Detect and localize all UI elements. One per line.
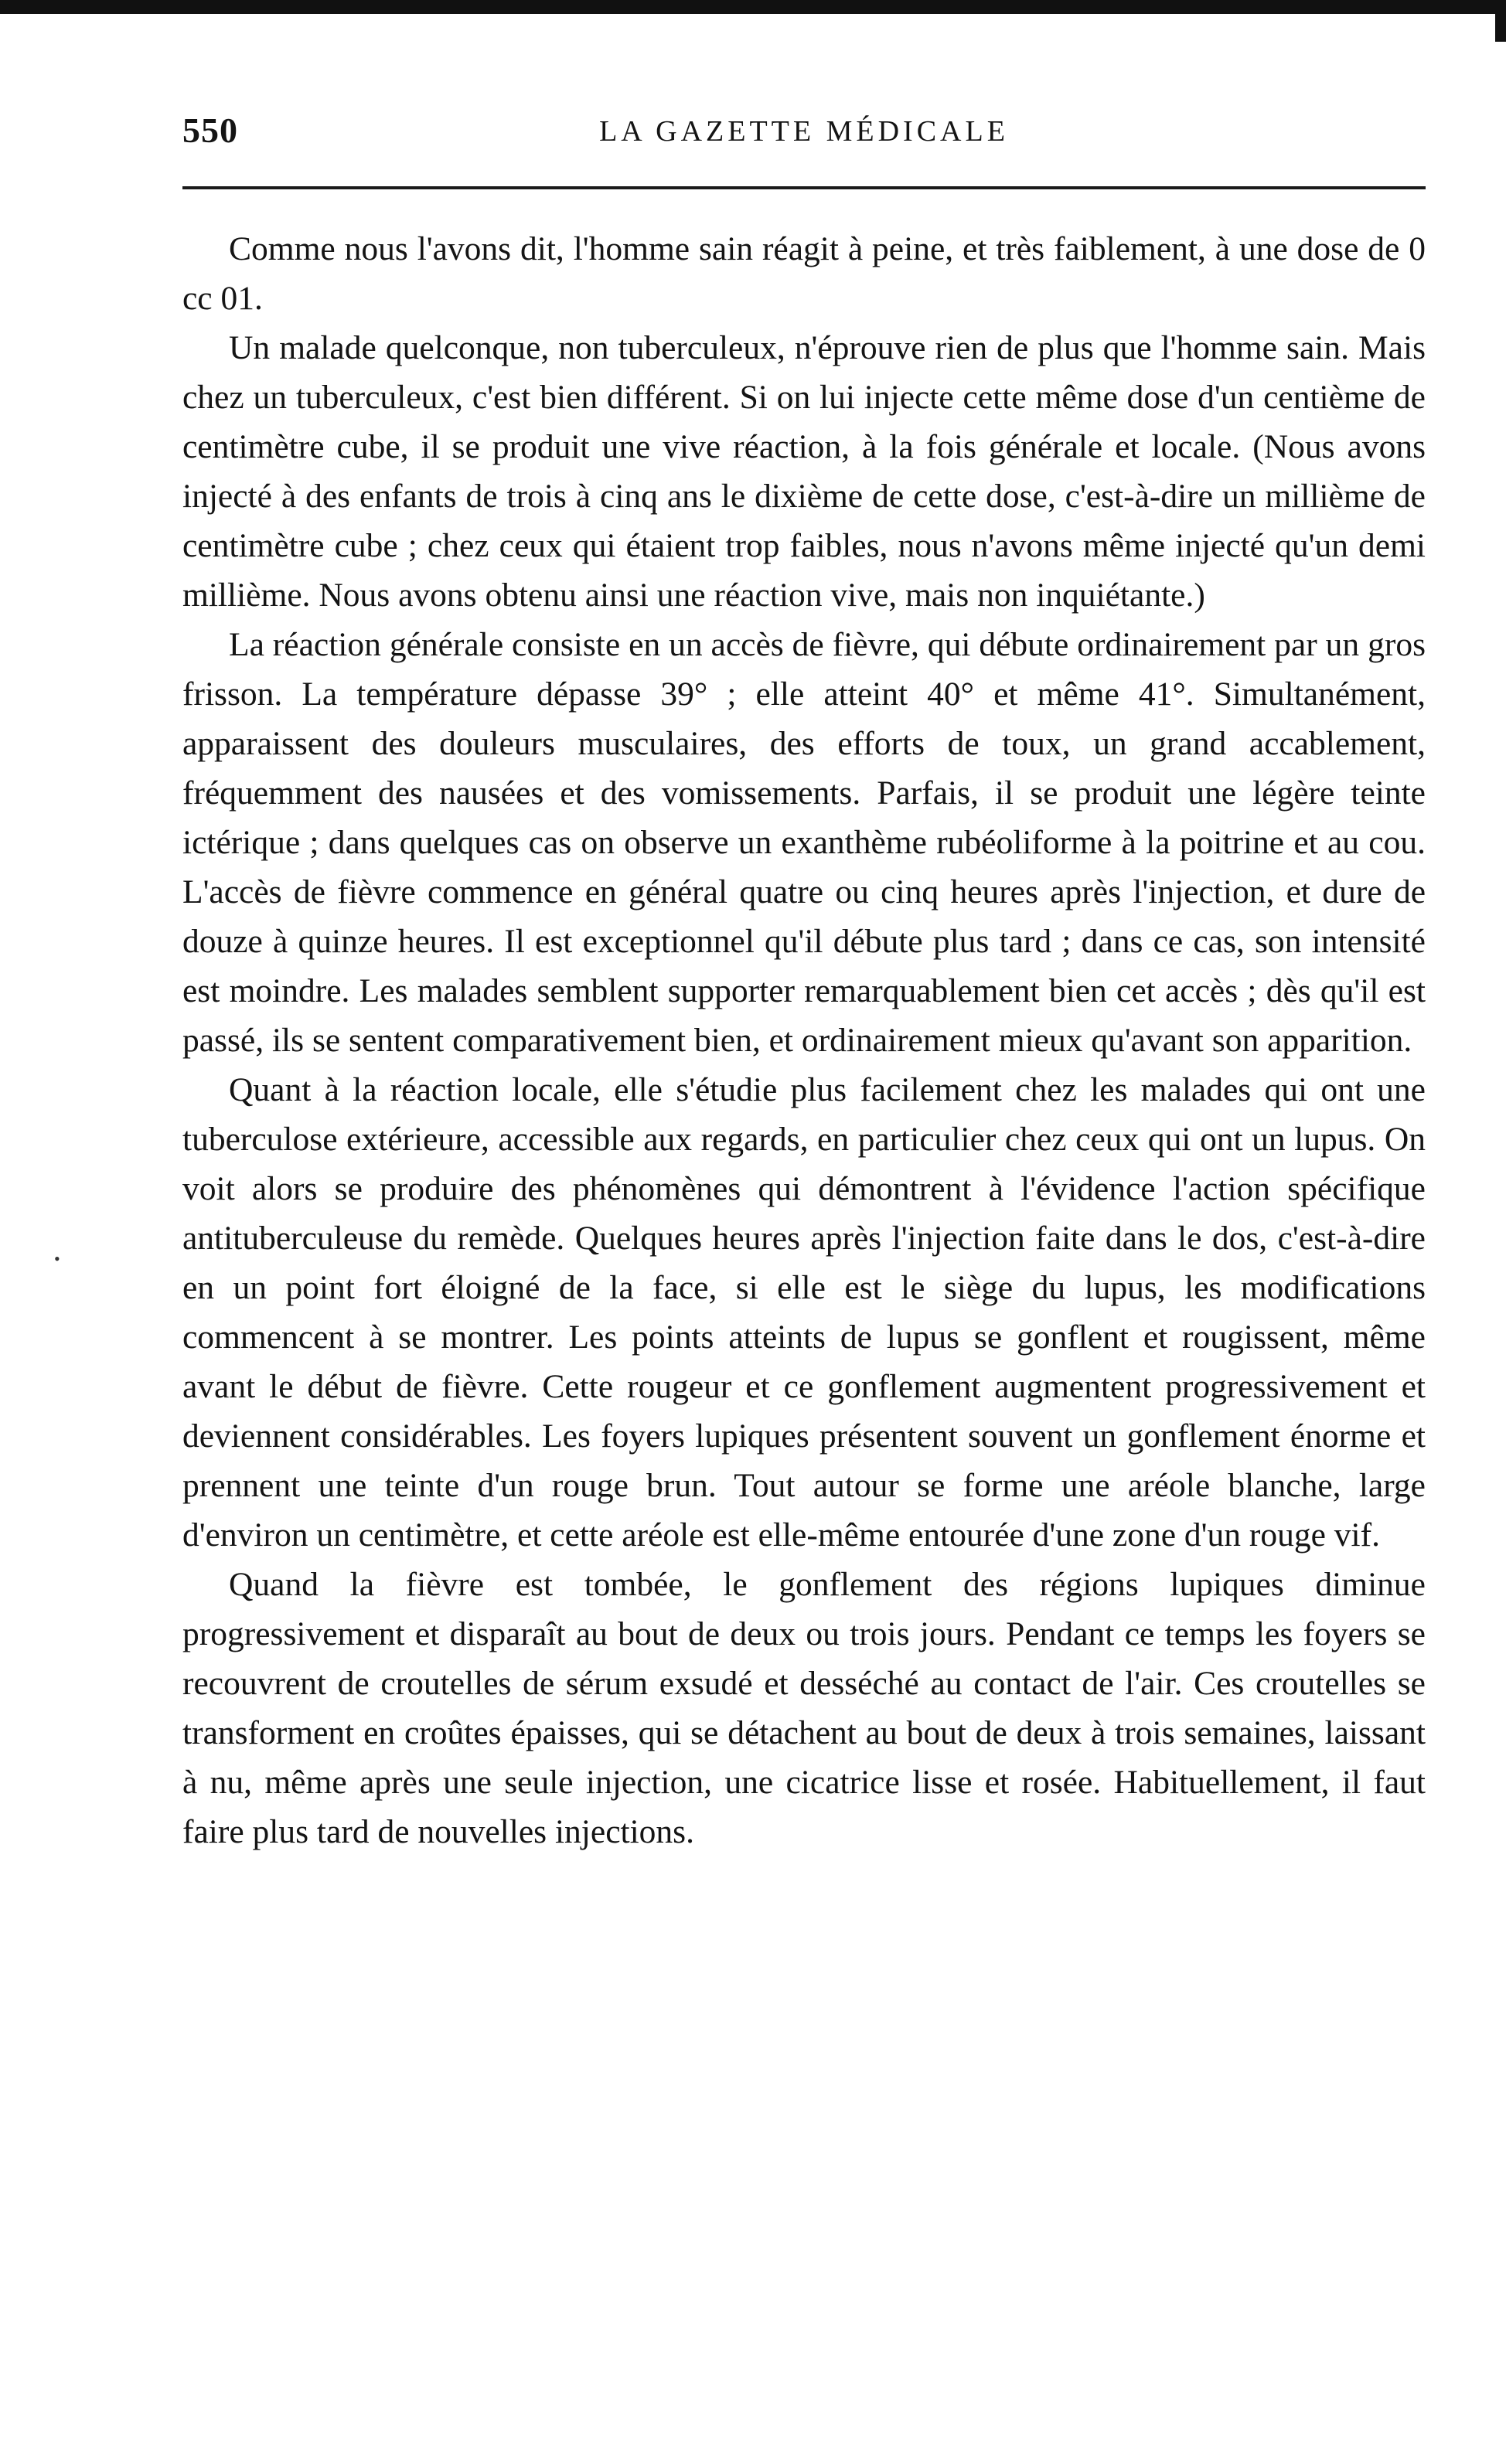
header-divider — [182, 186, 1426, 189]
page-number: 550 — [182, 111, 238, 150]
paragraph: Un malade quelconque, non tuberculeux, n'éprouve rien de plus que l'homme sain. Mais chez un tuberculeux, c'est bien différent. Si on lui injecte cette même dose d'un centième de centimètre cube, il se produit une vive réaction, à la fois générale et locale. (Nous avons injecté à des enfants de trois à cinq ans le dixième de cette dose, c'est-à-dire un millième de centimètre cube ; chez ceux qui étaient trop faibles, nous n'avons même injecté qu'un demi millième. Nous avons obtenu ainsi une réaction vive, mais non inquiétante.) — [182, 329, 1426, 614]
paragraph: Quand la fièvre est tombée, le gonflement des régions lupiques diminue progressivement et disparaît au bout de deux ou trois jours. Pendant ce temps les foyers se recouvrent de croutelles de sérum exsudé et desséché au contact de l'air. Ces croutelles se transforment en croûtes épaisses, qui se détachent au bout de deux à trois semaines, laissant à nu, même après une seule injection, une cicatrice lisse et rosée. Habituellement, il faut faire plus tard de nouvelles injections. — [182, 1566, 1426, 1850]
paragraph: La réaction générale consiste en un accès de fièvre, qui débute ordinairement par un gros frisson. La température dépasse 39° ; elle atteint 40° et même 41°. Simultanément, apparaissent des douleurs musculaires, des efforts de toux, un grand accablement, fréquemment des nausées et des vomissements. Parfais, il se produit une légère teinte ictérique ; dans quelques cas on observe un exanthème rubéoliforme à la poitrine et au cou. L'accès de fièvre commence en général quatre ou cinq heures après l'injection, et dure de douze à quinze heures. Il est exceptionnel qu'il débute plus tard ; dans ce cas, son intensité est moindre. Les malades semblent supporter remarquablement bien cet accès ; dès qu'il est passé, ils se sentent comparativement bien, et ordinairement mieux qu'avant son apparition. — [182, 626, 1426, 1059]
running-header — [182, 99, 1426, 161]
page-top-border — [0, 0, 1506, 14]
article-body — [182, 224, 1426, 1857]
margin-mark: • — [54, 1249, 60, 1268]
journal-title: LA GAZETTE MÉDICALE — [599, 115, 1009, 148]
page-corner-mark — [1495, 11, 1506, 42]
paragraph: Quant à la réaction locale, elle s'étudie plus facilement chez les malades qui ont une tuberculose extérieure, accessible aux regards, en particulier chez ceux qui ont un lupus. On voit alors se produire des phénomènes qui démontrent à l'évidence l'action spécifique antituberculeuse du remède. Quelques heures après l'injection faite dans le dos, c'est-à-dire en un point fort éloigné de la face, si elle est le siège du lupus, les modifications commencent à se montrer. Les points atteints de lupus se gonflent et rougissent, même avant le début de fièvre. Cette rougeur et ce gonflement augmentent progressivement et deviennent considérables. Les foyers lupiques présentent souvent un gonflement énorme et prennent une teinte d'un rouge brun. Tout autour se forme une aréole blanche, large d'environ un centimètre, et cette aréole est elle-même entourée d'une zone d'un rouge vif. — [182, 1071, 1426, 1554]
paragraph: Comme nous l'avons dit, l'homme sain réagit à peine, et très faiblement, à une dose de 0 cc 01. — [182, 230, 1426, 317]
